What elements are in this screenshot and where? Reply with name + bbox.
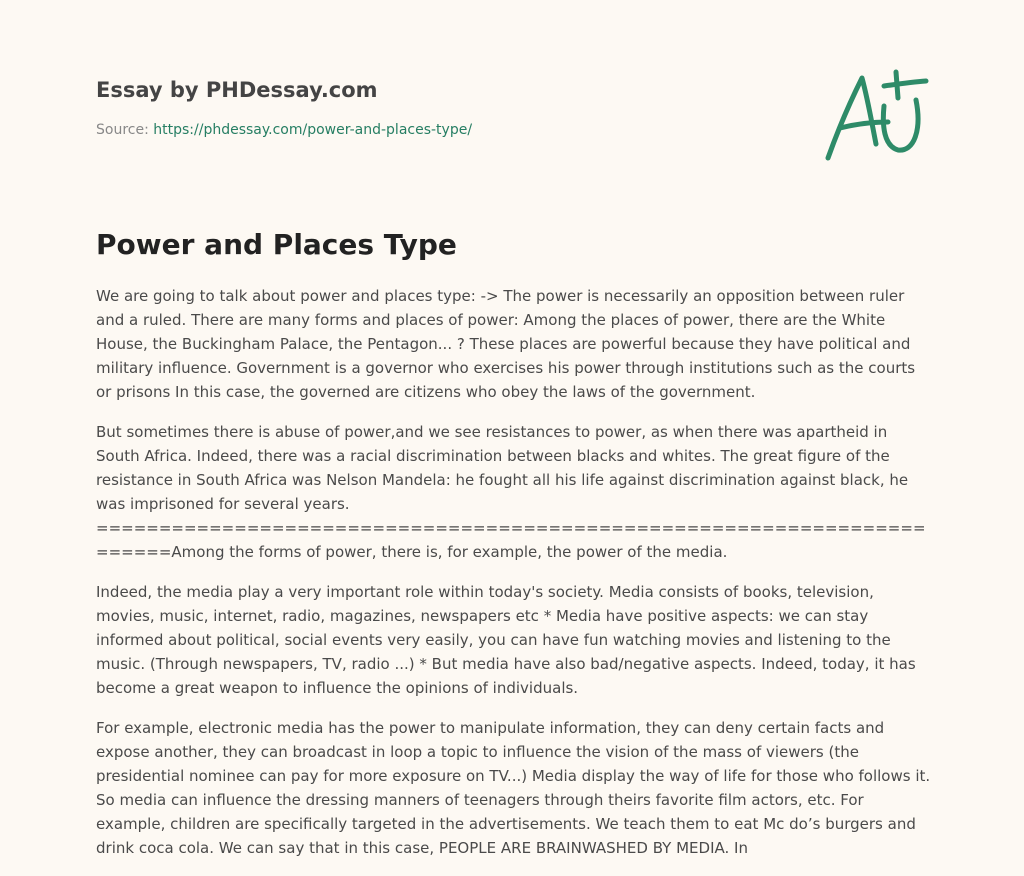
source-label: Source:	[96, 122, 149, 138]
essay-body	[96, 284, 932, 876]
source-line	[96, 120, 796, 140]
paragraph-3: Indeed, the media play a very important role within today's society. Media consists of books, television, movies, music, internet, radio, magazines, newspapers etc * Media have positive aspects: we can stay informed about political, social events very easily, you can have fun watching movies and listening to the music. (Through newspapers, TV, radio ...) * But media have also bad/negative aspects. Indeed, today, it has become a great weapon to influence the opinions of individuals.	[96, 583, 916, 697]
source-link[interactable]: https://phdessay.com/power-and-places-type/	[153, 122, 473, 138]
logo-a-stroke	[828, 78, 876, 158]
paragraph-2	[96, 420, 932, 564]
logo-curve	[883, 100, 918, 150]
paragraph-2-text: But sometimes there is abuse of power,and we see resistances to power, as when there was apartheid in South Africa. Indeed, there was a racial discrimination between blacks and whites. The great figure of the resistance in South Africa was Nelson Mandela: he fought all his life against discrimination against black, he was imprisoned for several years.	[96, 423, 909, 513]
logo-a-crossbar	[840, 122, 888, 128]
a-plus-logo-icon	[822, 66, 932, 166]
logo-plus-horizontal	[884, 81, 926, 86]
paragraph-4: For example, electronic media has the power to manipulate information, they can deny certain facts and expose another, they can broadcast in loop a topic to influence the vision of the mass of viewers (the presidential nominee can pay for more exposure on TV...) Media display the way of life for those who follows it. So media can influence the dressing manners of teenagers through theirs favorite film actors, etc. For example, children are specifically targeted in the advertisements. We teach them to eat Mc do’s burgers and drink coca cola. We can say that in this case, PEOPLE ARE BRAINWASHED BY MEDIA. In	[96, 719, 931, 857]
separator-line: ========================================================================Among the forms of power, there is, for example, the power of the media.	[96, 519, 926, 561]
essay-title: Power and Places Type	[96, 228, 457, 261]
header	[96, 76, 796, 140]
paragraph-1: We are going to talk about power and places type: -> The power is necessarily an opposition between ruler and a ruled. There are many forms and places of power: Among the places of power, there are the White House, the Buckingham Palace, the Pentagon... ? These places are powerful because they have political and military influence. Government is a governor who exercises his power through institutions such as the courts or prisons In this case, the governed are citizens who obey the laws of the government.	[96, 287, 916, 401]
site-brand: Essay by PHDessay.com	[96, 78, 378, 102]
